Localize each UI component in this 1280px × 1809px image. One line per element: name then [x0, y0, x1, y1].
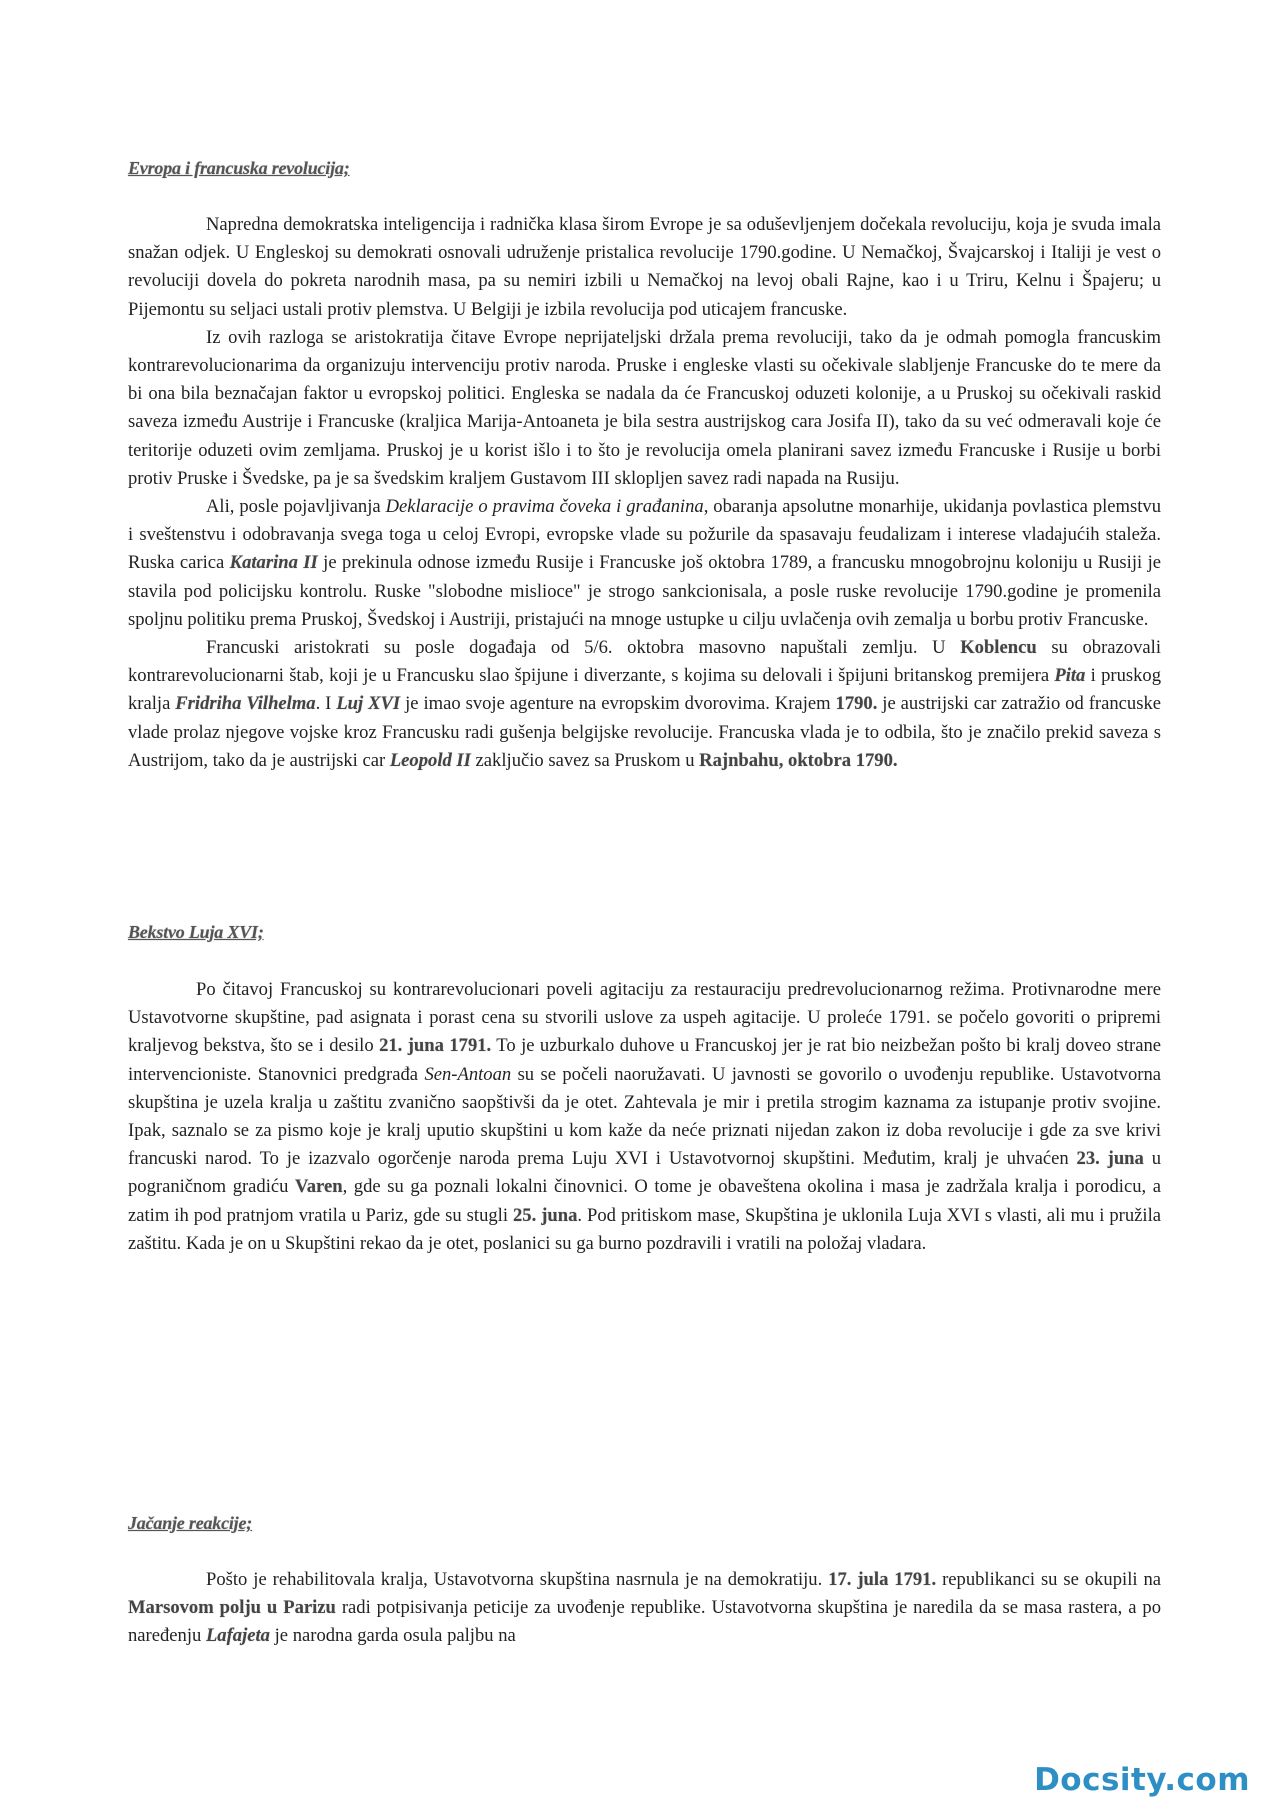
highlight: Leopold II [389, 749, 471, 771]
section-heading-jacanje: Jačanje reakcije; [128, 1513, 253, 1533]
paragraph: Pošto je rehabilitovala kralja, Ustavotvorna skupština nasrnula je na demokratiju. 17. jula 1791. republikanci su se okupili na Marsovom polju u Parizu radi potpisivanja peticije za uvođenje republike. Ustavotvorna skupština je naredila da se masa rastera, a po naređenju Lafajeta je narodna garda osula paljbu na [128, 1569, 1162, 1647]
highlight: 17. jula 1791. [828, 1569, 937, 1590]
highlight: Katarina II [229, 552, 318, 574]
highlight: 21. juna 1791. [379, 1035, 492, 1057]
highlight: Koblencu [960, 637, 1037, 659]
paragraph: Francuski aristokrati su posle događaja od 5/6. oktobra masovno napuštali zemlju. U Koblencu su obrazovali kontrarevolucionarni štab, koji je u Francusku slao špijune i diverzante, s kojima su delovali i špijuni britanskog premijera Pita i pruskog kralja Fridriha Vilhelma. I Luj XVI je imao svoje agenture na evropskim dvorovima. Krajem 1790. je austrijski car zatražio od francuske vlade prolaz njegove vojske kroz Francusku radi gušenja belgijske revolucije. Francuska vlada je to odbila, što je značilo prekid saveza s Austrijom, tako da je austrijski car Leopold II zaključio savez sa Pruskom u Rajnbahu, oktobra 1790. [128, 637, 1161, 771]
highlight: Rajnbahu, oktobra 1790. [699, 749, 898, 771]
emphasis: Deklaracije o pravima čoveka i građanina [385, 496, 704, 518]
highlight: Luj XVI [336, 693, 401, 715]
docsity-watermark: Docsity.com [1034, 1762, 1250, 1798]
paragraph: Po čitavoj Francuskoj su kontrarevolucionari poveli agitaciju za restauraciju predrevolucionarnog režima. Protivnarodne mere Ustavotvorne skupštine, pad asignata i porast cena su stvorili uslove za uspeh agitacije. U proleće 1791. se počelo govoriti o pripremi kraljevog bekstva, što se i desilo 21. juna 1791. To je uzburkalo duhove u Francuskoj jer je rat bio neizbežan pošto bi kralj doveo strane intervencioniste. Stanovnici predgrađa Sen-Antoan su se počeli naoružavati. U javnosti se govorilo o uvođenju republike. Ustavotvorna skupština je uzela kralja u zaštitu zvanično saopštivši da je otet. Zahtevala je mir i pretila strogim kaznama za istupanje protiv svojine. Ipak, saznalo se za pismo koje je kralj uputio skupštini u kom kaže da neće priznati nijedan zakon iz doba revolucije i gde za sve krivi francuski narod. To je izazvalo ogorčenje naroda prema Luju XVI i Ustavotvornoj skupštini. Međutim, kralj je uhvaćen 23. juna u pograničnom gradiću Varen, gde su ga poznali lokalni činovnici. O tome je obaveštena okolina i masa je zadržala kralja i porodicu, a zatim ih pod pratnjom vratila u Pariz, gde su stugli 25. juna. Pod pritiskom mase, Skupština je uklonila Luja XVI s vlasti, ali mu i pružila zaštitu. Kada je on u Skupštini rekao da je otet, poslanici su ga burno pozdravili i vratili na položaj vladara. [128, 979, 1162, 1254]
paragraph: Iz ovih razloga se aristokratija čitave Evrope neprijateljski držala prema revoluciji, tako da je odmah pomogla francuskim kontrarevolucionarima da organizuju intervenciju protiv naroda. Pruske i engleske vlasti su očekivale slabljenje Francuske do te mere da bi ona bila beznačajan faktor u evropskoj politici. Engleska se nadala da će Francuskoj oduzeti kolonije, a u Pruskoj su očekivali raskid saveza između Austrije i Francuske (kraljica Marija-Antoaneta je bila sestra austrijskog cara Josifa II), tako da su već odmeravali koje će teritorije oduzeti ovim zemljama. Pruskoj je u korist išlo i to što je revolucija omela planirani savez između Francuske i Rusije u borbi protiv Pruske i Švedske, pa je sa švedskim kraljem Gustavom III sklopljen savez radi napada na Rusiju. [128, 326, 1161, 489]
highlight: 25. juna [512, 1204, 578, 1226]
highlight: Fridriha Vilhelma [175, 693, 316, 715]
highlight: 1790. [835, 693, 878, 715]
highlight: Marsovom polju u Parizu [128, 1597, 336, 1619]
highlight: Pita [1054, 665, 1086, 687]
section-body-evropa [128, 211, 1161, 775]
highlight: Varen [295, 1176, 343, 1198]
emphasis: Sen-Antoan [424, 1063, 512, 1085]
highlight: Lafajeta [205, 1625, 270, 1647]
highlight: 23. juna [1076, 1148, 1144, 1170]
section-body-jacanje [128, 1566, 1161, 1651]
section-body-bekstvo [128, 976, 1161, 1258]
paragraph: Ali, posle pojavljivanja Deklaracije o pravima čoveka i građanina, obaranja apsolutne monarhije, ukidanja povlastica plemstvu i sveštenstvu i odobravanja svega toga u celoj Evropi, evropske vlade su požurile da spasavaju feudalizam i interese vladajućih staleža. Ruska carica Katarina II je prekinula odnose između Rusije i Francuske još oktobra 1789, a francusku mnogobrojnu koloniju u Rusiji je stavila pod policijsku kontrolu. Ruske "slobodne mislioce" je strogo sankcionisala, a posle ruske revolucije 1790.godine je promenila spoljnu politiku prema Pruskoj, Švedskoj i Austriji, pristajući na mnoge ustupke u cilju uvlačenja ovih zemalja u borbu protiv Francuske. [128, 496, 1161, 630]
section-heading-evropa: Evropa i francuska revolucija; [128, 158, 350, 178]
paragraph: Napredna demokratska inteligencija i radnička klasa širom Evrope je sa oduševljenjem dočekala revoluciju, koja je svuda imala snažan odjek. U Engleskoj su demokrati osnovali udruženje pristalica revolucije 1790.godine. U Nemačkoj, Švajcarskoj i Italiji je vest o revoluciji dovela do pokreta narodnih masa, pa su nemiri izbili u Nemačkoj na levoj obali Rajne, kao i u Triru, Kelnu i Špajeru; u Pijemontu su seljaci ustali protiv plemstva. U Belgiji je izbila revolucija pod uticajem francuske. [128, 214, 1161, 320]
section-heading-bekstvo: Bekstvo Luja XVI; [128, 922, 264, 942]
